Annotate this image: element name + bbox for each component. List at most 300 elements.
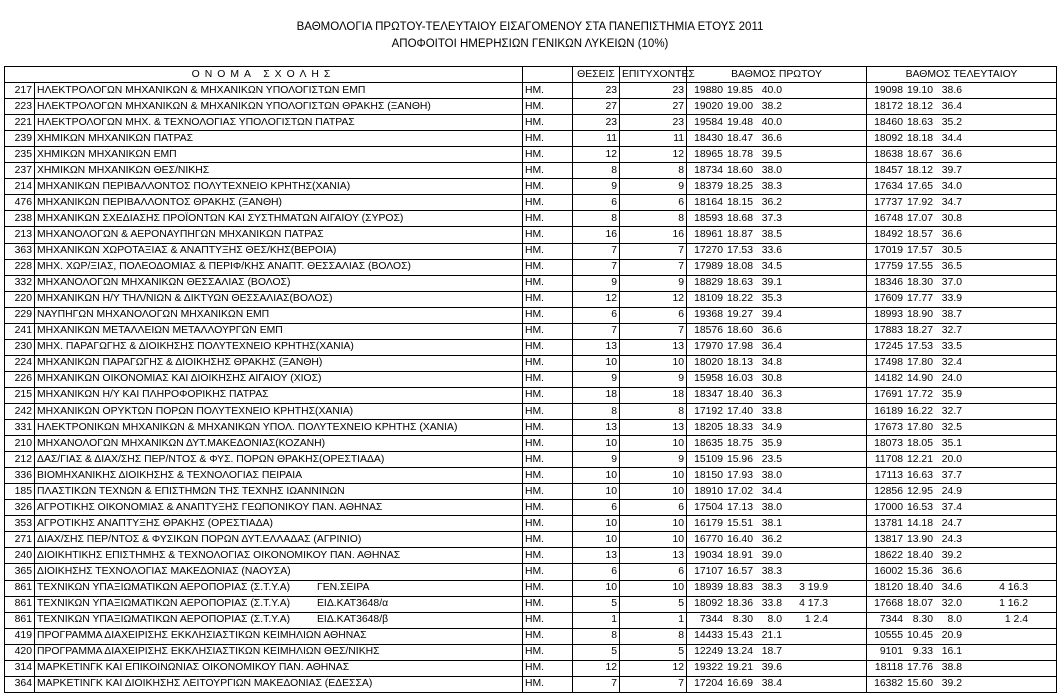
school-name: ΠΡΟΓΡΑΜΜΑ ΔΙΑΧΕΙΡΙΣΗΣ ΕΚΚΛΗΣΙΑΣΤΙΚΩΝ ΚΕΙΜΗΛΙΩΝ ΑΘΗΝΑΣ (37, 630, 367, 642)
last-score-part: 18172 (874, 100, 903, 112)
school-name-cell (35, 259, 523, 275)
first-score-part: 18205 (694, 421, 723, 433)
first-score-part: 17970 (694, 341, 723, 353)
seats-count: 9 (573, 452, 620, 468)
last-score-part: 18346 (874, 277, 903, 289)
first-score-part: 39.1 (761, 277, 782, 289)
last-score-part: 18460 (874, 116, 903, 128)
first-score-part: 18.91 (726, 549, 753, 561)
school-code: 226 (5, 371, 35, 387)
first-score (687, 211, 867, 227)
table-row (5, 564, 1057, 580)
first-score (687, 660, 867, 676)
first-score-part: 38.3 (761, 565, 782, 577)
table-row (5, 227, 1057, 243)
school-name-cell (35, 227, 523, 243)
first-score-part: 16179 (694, 517, 723, 529)
last-score-part: 9101 (879, 646, 903, 658)
school-name: ΔΙΟΙΚΗΣΗΣ ΤΕΧΝΟΛΟΓΙΑΣ ΜΑΚΕΔΟΝΙΑΣ (ΝΑΟΥΣΑ) (37, 565, 291, 577)
table-row (5, 436, 1057, 452)
last-score (867, 323, 1057, 339)
last-score-part: 18.27 (906, 325, 933, 337)
first-score-part: 15.96 (726, 453, 753, 465)
successful-count: 7 (620, 676, 687, 692)
school-name: ΜΗΧΑΝΙΚΩΝ Η/Υ ΚΑΙ ΠΛΗΡΟΦΟΡΙΚΗΣ ΠΑΤΡΑΣ (37, 389, 269, 401)
school-name: ΗΛΕΚΤΡΟΝΙΚΩΝ ΜΗΧΑΝΙΚΩΝ & ΜΗΧΑΝΙΚΩΝ ΥΠΟΛ. ΠΟΛΥΤΕΧΝΕΙΟ ΚΡΗΤΗΣ (ΧΑΝΙΑ) (37, 421, 458, 433)
seats-count: 16 (573, 227, 620, 243)
first-score-part: 15109 (694, 453, 723, 465)
first-score-part: 38.0 (761, 469, 782, 481)
school-name: ΜΗΧΑΝΙΚΩΝ ΟΡΥΚΤΩΝ ΠΟΡΩΝ ΠΟΛΥΤΕΧΝΕΙΟ ΚΡΗΤΗΣ(ΧΑΝΙΑ) (37, 405, 354, 417)
school-name: ΠΛΑΣΤΙΚΩΝ ΤΕΧΝΩΝ & ΕΠΙΣΤΗΜΩΝ ΤΗΣ ΤΕΧΝΗΣ ΙΩΑΝΝΙΝΩΝ (37, 485, 345, 497)
first-score (687, 291, 867, 307)
last-score-part: 20.0 (941, 453, 962, 465)
last-score-part: 8.0 (947, 614, 962, 626)
first-score-part: 18.13 (726, 357, 753, 369)
first-score (687, 323, 867, 339)
first-score (687, 115, 867, 131)
first-score-part: 17204 (694, 678, 723, 690)
last-score-part: 20.9 (941, 630, 962, 642)
first-score-part: 18734 (694, 164, 723, 176)
school-code: 332 (5, 275, 35, 291)
school-name: ΑΓΡΟΤΙΚΗΣ ΑΝΑΠΤΥΞΗΣ ΘΡΑΚΗΣ (ΟΡΕΣΤΙΑΔΑ) (37, 517, 274, 529)
school-code: 242 (5, 403, 35, 419)
first-score (687, 596, 867, 612)
table-row (5, 339, 1057, 355)
last-score (867, 436, 1057, 452)
first-score-part: 15958 (694, 373, 723, 385)
first-score-part: 35.9 (761, 437, 782, 449)
last-score-part: 18.67 (906, 148, 933, 160)
first-score (687, 452, 867, 468)
school-code: 331 (5, 420, 35, 436)
school-type: ΗΜ. (523, 227, 573, 243)
last-score (867, 163, 1057, 179)
first-score-part: 18.40 (726, 389, 753, 401)
last-score (867, 99, 1057, 115)
school-name: ΧΗΜΙΚΩΝ ΜΗΧΑΝΙΚΩΝ ΕΜΠ (37, 148, 177, 160)
last-score-part: 17498 (874, 357, 903, 369)
first-score (687, 163, 867, 179)
table-row (5, 307, 1057, 323)
table-row (5, 612, 1057, 628)
last-score (867, 420, 1057, 436)
successful-count: 7 (620, 243, 687, 259)
school-name-cell (35, 115, 523, 131)
school-type: ΗΜ. (523, 436, 573, 452)
school-name: ΒΙΟΜΗΧΑΝΙΚΗΣ ΔΙΟΙΚΗΣΗΣ & ΤΕΧΝΟΛΟΓΙΑΣ ΠΕΙΡΑΙΑ (37, 469, 303, 481)
last-score-part: 30.5 (941, 245, 962, 257)
school-type: ΗΜ. (523, 83, 573, 99)
school-name-cell (35, 323, 523, 339)
first-score-part: 19.85 (726, 84, 753, 96)
first-score-part: 18.7 (761, 646, 782, 658)
last-score (867, 548, 1057, 564)
last-score-part: 12856 (874, 485, 903, 497)
school-type: ΗΜ. (523, 468, 573, 484)
last-score-part: 39.2 (941, 678, 962, 690)
school-code: 861 (5, 596, 35, 612)
first-score-part: 18829 (694, 277, 723, 289)
first-score-part: 37.3 (761, 212, 782, 224)
first-score-part: 18.47 (726, 132, 753, 144)
school-code: 476 (5, 195, 35, 211)
school-name-cell (35, 99, 523, 115)
school-type: ΗΜ. (523, 484, 573, 500)
first-score (687, 339, 867, 355)
first-score-part: 38.1 (761, 517, 782, 529)
last-score-part: 18.30 (906, 277, 933, 289)
successful-count: 6 (620, 564, 687, 580)
last-score-part: 18118 (874, 662, 903, 674)
first-score-part: 34.5 (761, 261, 782, 273)
first-score-part: 18.08 (726, 261, 753, 273)
school-name-cell (35, 612, 523, 628)
last-score-part: 18457 (874, 164, 903, 176)
last-score-part: 17673 (874, 421, 903, 433)
seats-count: 6 (573, 195, 620, 211)
school-code: 363 (5, 243, 35, 259)
last-score-part: 17.07 (906, 212, 933, 224)
first-score-part: 18910 (694, 485, 723, 497)
school-name-cell (35, 436, 523, 452)
successful-count: 7 (620, 323, 687, 339)
table-row (5, 179, 1057, 195)
successful-count: 8 (620, 163, 687, 179)
school-name: ΤΕΧΝΙΚΩΝ ΥΠΑΞΙΩΜΑΤΙΚΩΝ ΑΕΡΟΠΟΡΙΑΣ (Σ.Τ.Υ.Α) (37, 614, 291, 626)
school-name: ΔΙΑΧ/ΣΗΣ ΠΕΡ/ΝΤΟΣ & ΦΥΣΙΚΩΝ ΠΟΡΩΝ ΔΥΤ.ΕΛΛΑΔΑΣ (ΑΓΡΙΝΙΟ) (37, 533, 362, 545)
seats-count: 8 (573, 403, 620, 419)
school-code: 420 (5, 644, 35, 660)
seats-count: 23 (573, 115, 620, 131)
school-name: ΜΗΧΑΝΙΚΩΝ ΟΙΚΟΝΟΜΙΑΣ ΚΑΙ ΔΙΟΙΚΗΣΗΣ ΑΙΓΑΙΟΥ (ΧΙΟΣ) (37, 373, 322, 385)
table-row (5, 115, 1057, 131)
last-score-part: 37.7 (941, 469, 962, 481)
school-type: ΗΜ. (523, 371, 573, 387)
last-score-part: 12.95 (906, 485, 933, 497)
last-score-part: 39.2 (941, 549, 962, 561)
last-score-part: 13781 (874, 517, 903, 529)
seats-count: 8 (573, 211, 620, 227)
successful-count: 10 (620, 532, 687, 548)
school-name: ΝΑΥΠΗΓΩΝ ΜΗΧΑΝΟΛΟΓΩΝ ΜΗΧΑΝΙΚΩΝ ΕΜΠ (37, 309, 270, 321)
first-score-part: 17270 (694, 245, 723, 257)
table-row (5, 420, 1057, 436)
seats-count: 6 (573, 307, 620, 323)
seats-count: 9 (573, 371, 620, 387)
last-score-part: 18.90 (906, 309, 933, 321)
table-row (5, 291, 1057, 307)
school-type: ΗΜ. (523, 532, 573, 548)
school-type: ΗΜ. (523, 420, 573, 436)
school-name: ΜΑΡΚΕΤΙΝΓΚ ΚΑΙ ΔΙΟΙΚΗΣΗΣ ΛΕΙΤΟΥΡΓΙΩΝ ΜΑΚΕΔΟΝΙΑΣ (ΕΔΕΣΣΑ) (37, 678, 373, 690)
first-score (687, 227, 867, 243)
seats-count: 23 (573, 83, 620, 99)
successful-count: 8 (620, 628, 687, 644)
last-score (867, 628, 1057, 644)
first-score-part: 38.0 (761, 164, 782, 176)
last-score-part: 18993 (874, 309, 903, 321)
first-score-part: 19.21 (726, 662, 753, 674)
first-score-part: 18.75 (726, 437, 753, 449)
school-type: ΗΜ. (523, 452, 573, 468)
school-code: 185 (5, 484, 35, 500)
first-score-part: 38.5 (761, 228, 782, 240)
school-name-cell (35, 548, 523, 564)
first-score-part: 18.60 (726, 325, 753, 337)
school-type: ΗΜ. (523, 644, 573, 660)
last-score-part: 17.76 (906, 662, 933, 674)
successful-count: 10 (620, 468, 687, 484)
school-name: ΜΗΧ. ΠΑΡΑΓΩΓΗΣ & ΔΙΟΙΚΗΣΗΣ ΠΟΛΥΤΕΧΝΕΙΟ ΚΡΗΤΗΣ(ΧΑΝΙΑ) (37, 341, 354, 353)
school-name: ΤΕΧΝΙΚΩΝ ΥΠΑΞΙΩΜΑΤΙΚΩΝ ΑΕΡΟΠΟΡΙΑΣ (Σ.Τ.Υ.Α) (37, 598, 291, 610)
school-code: 224 (5, 355, 35, 371)
first-score-part: 18.33 (726, 421, 753, 433)
last-score-part: 15.60 (906, 678, 933, 690)
last-score-part: 17.55 (906, 261, 933, 273)
last-score (867, 339, 1057, 355)
school-type: ΗΜ. (523, 307, 573, 323)
first-score-part: 19880 (694, 84, 723, 96)
school-name-cell (35, 179, 523, 195)
first-score-part: 17.98 (726, 341, 753, 353)
last-score-part: 18492 (874, 228, 903, 240)
seats-count: 7 (573, 259, 620, 275)
first-score-part: 8.0 (767, 614, 782, 626)
first-score-part: 18.22 (726, 293, 753, 305)
school-name: ΗΛΕΚΤΡΟΛΟΓΩΝ ΜΗΧΑΝΙΚΩΝ & ΜΗΧΑΝΙΚΩΝ ΥΠΟΛΟΓΙΣΤΩΝ ΘΡΑΚΗΣ (ΞΑΝΘΗ) (37, 100, 431, 112)
first-score-part: 18961 (694, 228, 723, 240)
first-score (687, 403, 867, 419)
school-type: ΗΜ. (523, 291, 573, 307)
first-score-part: 39.0 (761, 549, 782, 561)
last-score-part: 17883 (874, 325, 903, 337)
school-name: ΜΑΡΚΕΤΙΝΓΚ ΚΑΙ ΕΠΙΚΟΙΝΩΝΙΑΣ ΟΙΚΟΝΟΜΙΚΟΥ ΠΑΝ. ΑΘΗΝΑΣ (37, 662, 350, 674)
successful-count: 10 (620, 355, 687, 371)
first-score-part: 36.6 (761, 132, 782, 144)
first-score (687, 516, 867, 532)
last-score (867, 676, 1057, 692)
last-score-part: 16002 (874, 565, 903, 577)
successful-count: 13 (620, 420, 687, 436)
seats-count: 10 (573, 516, 620, 532)
last-score-part: 17.72 (906, 389, 933, 401)
last-score (867, 452, 1057, 468)
school-name-cell (35, 371, 523, 387)
first-score-part: 18347 (694, 389, 723, 401)
last-score-part: 17634 (874, 180, 903, 192)
last-score-part: 8.30 (912, 614, 933, 626)
school-name-cell (35, 452, 523, 468)
first-score (687, 179, 867, 195)
first-score-part: 33.8 (761, 405, 782, 417)
school-name-cell (35, 403, 523, 419)
school-name-cell (35, 676, 523, 692)
school-code: 229 (5, 307, 35, 323)
seats-count: 11 (573, 131, 620, 147)
school-name-cell (35, 484, 523, 500)
seats-count: 7 (573, 676, 620, 692)
last-score-part: 39.7 (941, 164, 962, 176)
school-code: 365 (5, 564, 35, 580)
school-type: ΗΜ. (523, 660, 573, 676)
last-score-part: 16748 (874, 212, 903, 224)
school-type: ΗΜ. (523, 323, 573, 339)
school-name: ΧΗΜΙΚΩΝ ΜΗΧΑΝΙΚΩΝ ΠΑΤΡΑΣ (37, 132, 194, 144)
first-score (687, 243, 867, 259)
school-name-cell (35, 387, 523, 403)
first-score-part: 38.0 (761, 501, 782, 513)
first-score-part: 39.4 (761, 309, 782, 321)
last-score (867, 500, 1057, 516)
first-score-part: 19.27 (726, 309, 753, 321)
school-name: ΜΗΧΑΝΙΚΩΝ ΠΕΡΙΒΑΛΛΟΝΤΟΣ ΘΡΑΚΗΣ (ΞΑΝΘΗ) (37, 196, 283, 208)
last-score-part: 34.4 (941, 132, 962, 144)
school-code: 214 (5, 179, 35, 195)
school-name-cell (35, 500, 523, 516)
first-score (687, 628, 867, 644)
seats-count: 10 (573, 580, 620, 596)
last-score-part: 17113 (874, 469, 903, 481)
successful-count: 11 (620, 131, 687, 147)
school-code: 239 (5, 131, 35, 147)
last-score-part: 32.7 (941, 405, 962, 417)
table-row (5, 452, 1057, 468)
first-score-part: 33.6 (761, 245, 782, 257)
school-code: 217 (5, 83, 35, 99)
successful-count: 6 (620, 500, 687, 516)
first-score-part: 17.53 (726, 245, 753, 257)
last-score-part: 18.07 (906, 598, 933, 610)
last-score (867, 484, 1057, 500)
first-score (687, 275, 867, 291)
first-score (687, 307, 867, 323)
table-row (5, 131, 1057, 147)
first-score-part: 14433 (694, 630, 723, 642)
last-score-part: 24.9 (941, 485, 962, 497)
seats-count: 10 (573, 436, 620, 452)
last-score-part: 33.9 (941, 293, 962, 305)
last-score-part: 36.6 (941, 148, 962, 160)
successful-count: 18 (620, 387, 687, 403)
header-seats: ΘΕΣΕΙΣ (573, 67, 620, 83)
first-score (687, 371, 867, 387)
first-score-part: 15.51 (726, 517, 753, 529)
last-score (867, 660, 1057, 676)
school-name: ΑΓΡΟΤΙΚΗΣ ΟΙΚΟΝΟΜΙΑΣ & ΑΝΑΠΤΥΞΗΣ ΓΕΩΠΟΝΙΚΟΥ ΠΑΝ. ΑΘΗΝΑΣ (37, 501, 383, 513)
school-name-cell (35, 420, 523, 436)
scores-table (4, 66, 1057, 693)
last-score-part: 14.18 (906, 517, 933, 529)
school-name-cell (35, 163, 523, 179)
first-score-part: 23.5 (761, 453, 782, 465)
school-type: ΗΜ. (523, 275, 573, 291)
first-score-part: 34.4 (761, 485, 782, 497)
last-score-part: 11708 (874, 453, 903, 465)
last-score-part: 10.45 (906, 630, 933, 642)
successful-count: 9 (620, 179, 687, 195)
first-score-part: 3 19.9 (799, 582, 828, 594)
header-first-score: ΒΑΘΜΟΣ ΠΡΩΤΟΥ (687, 67, 867, 83)
first-score-part: 18164 (694, 196, 723, 208)
last-score (867, 307, 1057, 323)
first-score-part: 18593 (694, 212, 723, 224)
last-score (867, 644, 1057, 660)
school-name: ΜΗΧΑΝΟΛΟΓΩΝ ΜΗΧΑΝΙΚΩΝ ΘΕΣΣΑΛΙΑΣ (ΒΟΛΟΣ) (37, 277, 291, 289)
page-title: ΒΑΘΜΟΛΟΓΙΑ ΠΡΩΤΟΥ-ΤΕΛΕΥΤΑΙΟΥ ΕΙΣΑΓΟΜΕΝΟΥ ΣΤΑ ΠΑΝΕΠΙΣΤΗΜΙΑ ΕΤΟΥΣ 2011 (296, 21, 764, 33)
school-name: ΠΡΟΓΡΑΜΜΑ ΔΙΑΧΕΙΡΙΣΗΣ ΕΚΚΛΗΣΙΑΣΤΙΚΩΝ ΚΕΙΜΗΛΙΩΝ ΘΕΣ/ΝΙΚΗΣ (37, 646, 380, 658)
last-score-part: 18638 (874, 148, 903, 160)
first-score (687, 387, 867, 403)
seats-count: 10 (573, 468, 620, 484)
last-score-part: 38.8 (941, 662, 962, 674)
seats-count: 10 (573, 355, 620, 371)
header-school-name: ΟΝΟΜΑ ΣΧΟΛΗΣ (5, 67, 523, 83)
first-score-part: 18379 (694, 180, 723, 192)
first-score-part: 21.1 (761, 630, 782, 642)
last-score-part: 38.6 (941, 84, 962, 96)
school-code: 212 (5, 452, 35, 468)
successful-count: 10 (620, 516, 687, 532)
first-score (687, 548, 867, 564)
last-score-part: 38.7 (941, 309, 962, 321)
last-score-part: 18.12 (906, 164, 933, 176)
first-score (687, 420, 867, 436)
first-score-part: 30.8 (761, 373, 782, 385)
last-score-part: 17668 (874, 598, 903, 610)
last-score-part: 17.80 (906, 421, 933, 433)
first-score-part: 36.2 (761, 533, 782, 545)
school-name: ΜΗΧΑΝΙΚΩΝ ΠΕΡΙΒΑΛΛΟΝΤΟΣ ΠΟΛΥΤΕΧΝΕΙΟ ΚΡΗΤΗΣ(ΧΑΝΙΑ) (37, 180, 351, 192)
last-score-part: 16.63 (906, 469, 933, 481)
school-code: 364 (5, 676, 35, 692)
successful-count: 9 (620, 452, 687, 468)
table-row (5, 211, 1057, 227)
first-score-part: 18.83 (726, 582, 753, 594)
last-score-part: 17.92 (906, 196, 933, 208)
last-score (867, 179, 1057, 195)
last-score-part: 10555 (874, 630, 903, 642)
school-category: ΕΙΔ.ΚΑΤ3648/β (317, 614, 389, 626)
first-score-part: 40.0 (761, 116, 782, 128)
school-name-cell (35, 596, 523, 612)
last-score-part: 17759 (874, 261, 903, 273)
table-row (5, 484, 1057, 500)
school-name-cell (35, 307, 523, 323)
first-score-part: 19584 (694, 116, 723, 128)
school-type: ΗΜ. (523, 387, 573, 403)
school-name: ΔΙΟΙΚΗΤΙΚΗΣ ΕΠΙΣΤΗΜΗΣ & ΤΕΧΝΟΛΟΓΙΑΣ ΟΙΚΟΝΟΜΙΚΟΥ ΠΑΝ. ΑΘΗΝΑΣ (37, 549, 401, 561)
successful-count: 23 (620, 115, 687, 131)
last-score (867, 532, 1057, 548)
school-type: ΗΜ. (523, 564, 573, 580)
first-score-part: 36.6 (761, 325, 782, 337)
first-score-part: 17989 (694, 261, 723, 273)
last-score-part: 18.12 (906, 100, 933, 112)
header-type (523, 67, 573, 83)
successful-count: 12 (620, 147, 687, 163)
first-score (687, 259, 867, 275)
first-score-part: 18092 (694, 598, 723, 610)
first-score (687, 644, 867, 660)
school-code: 235 (5, 147, 35, 163)
last-score (867, 243, 1057, 259)
last-score-part: 16.1 (941, 646, 962, 658)
successful-count: 8 (620, 403, 687, 419)
first-score-part: 7344 (699, 614, 723, 626)
last-score-part: 16.53 (906, 501, 933, 513)
